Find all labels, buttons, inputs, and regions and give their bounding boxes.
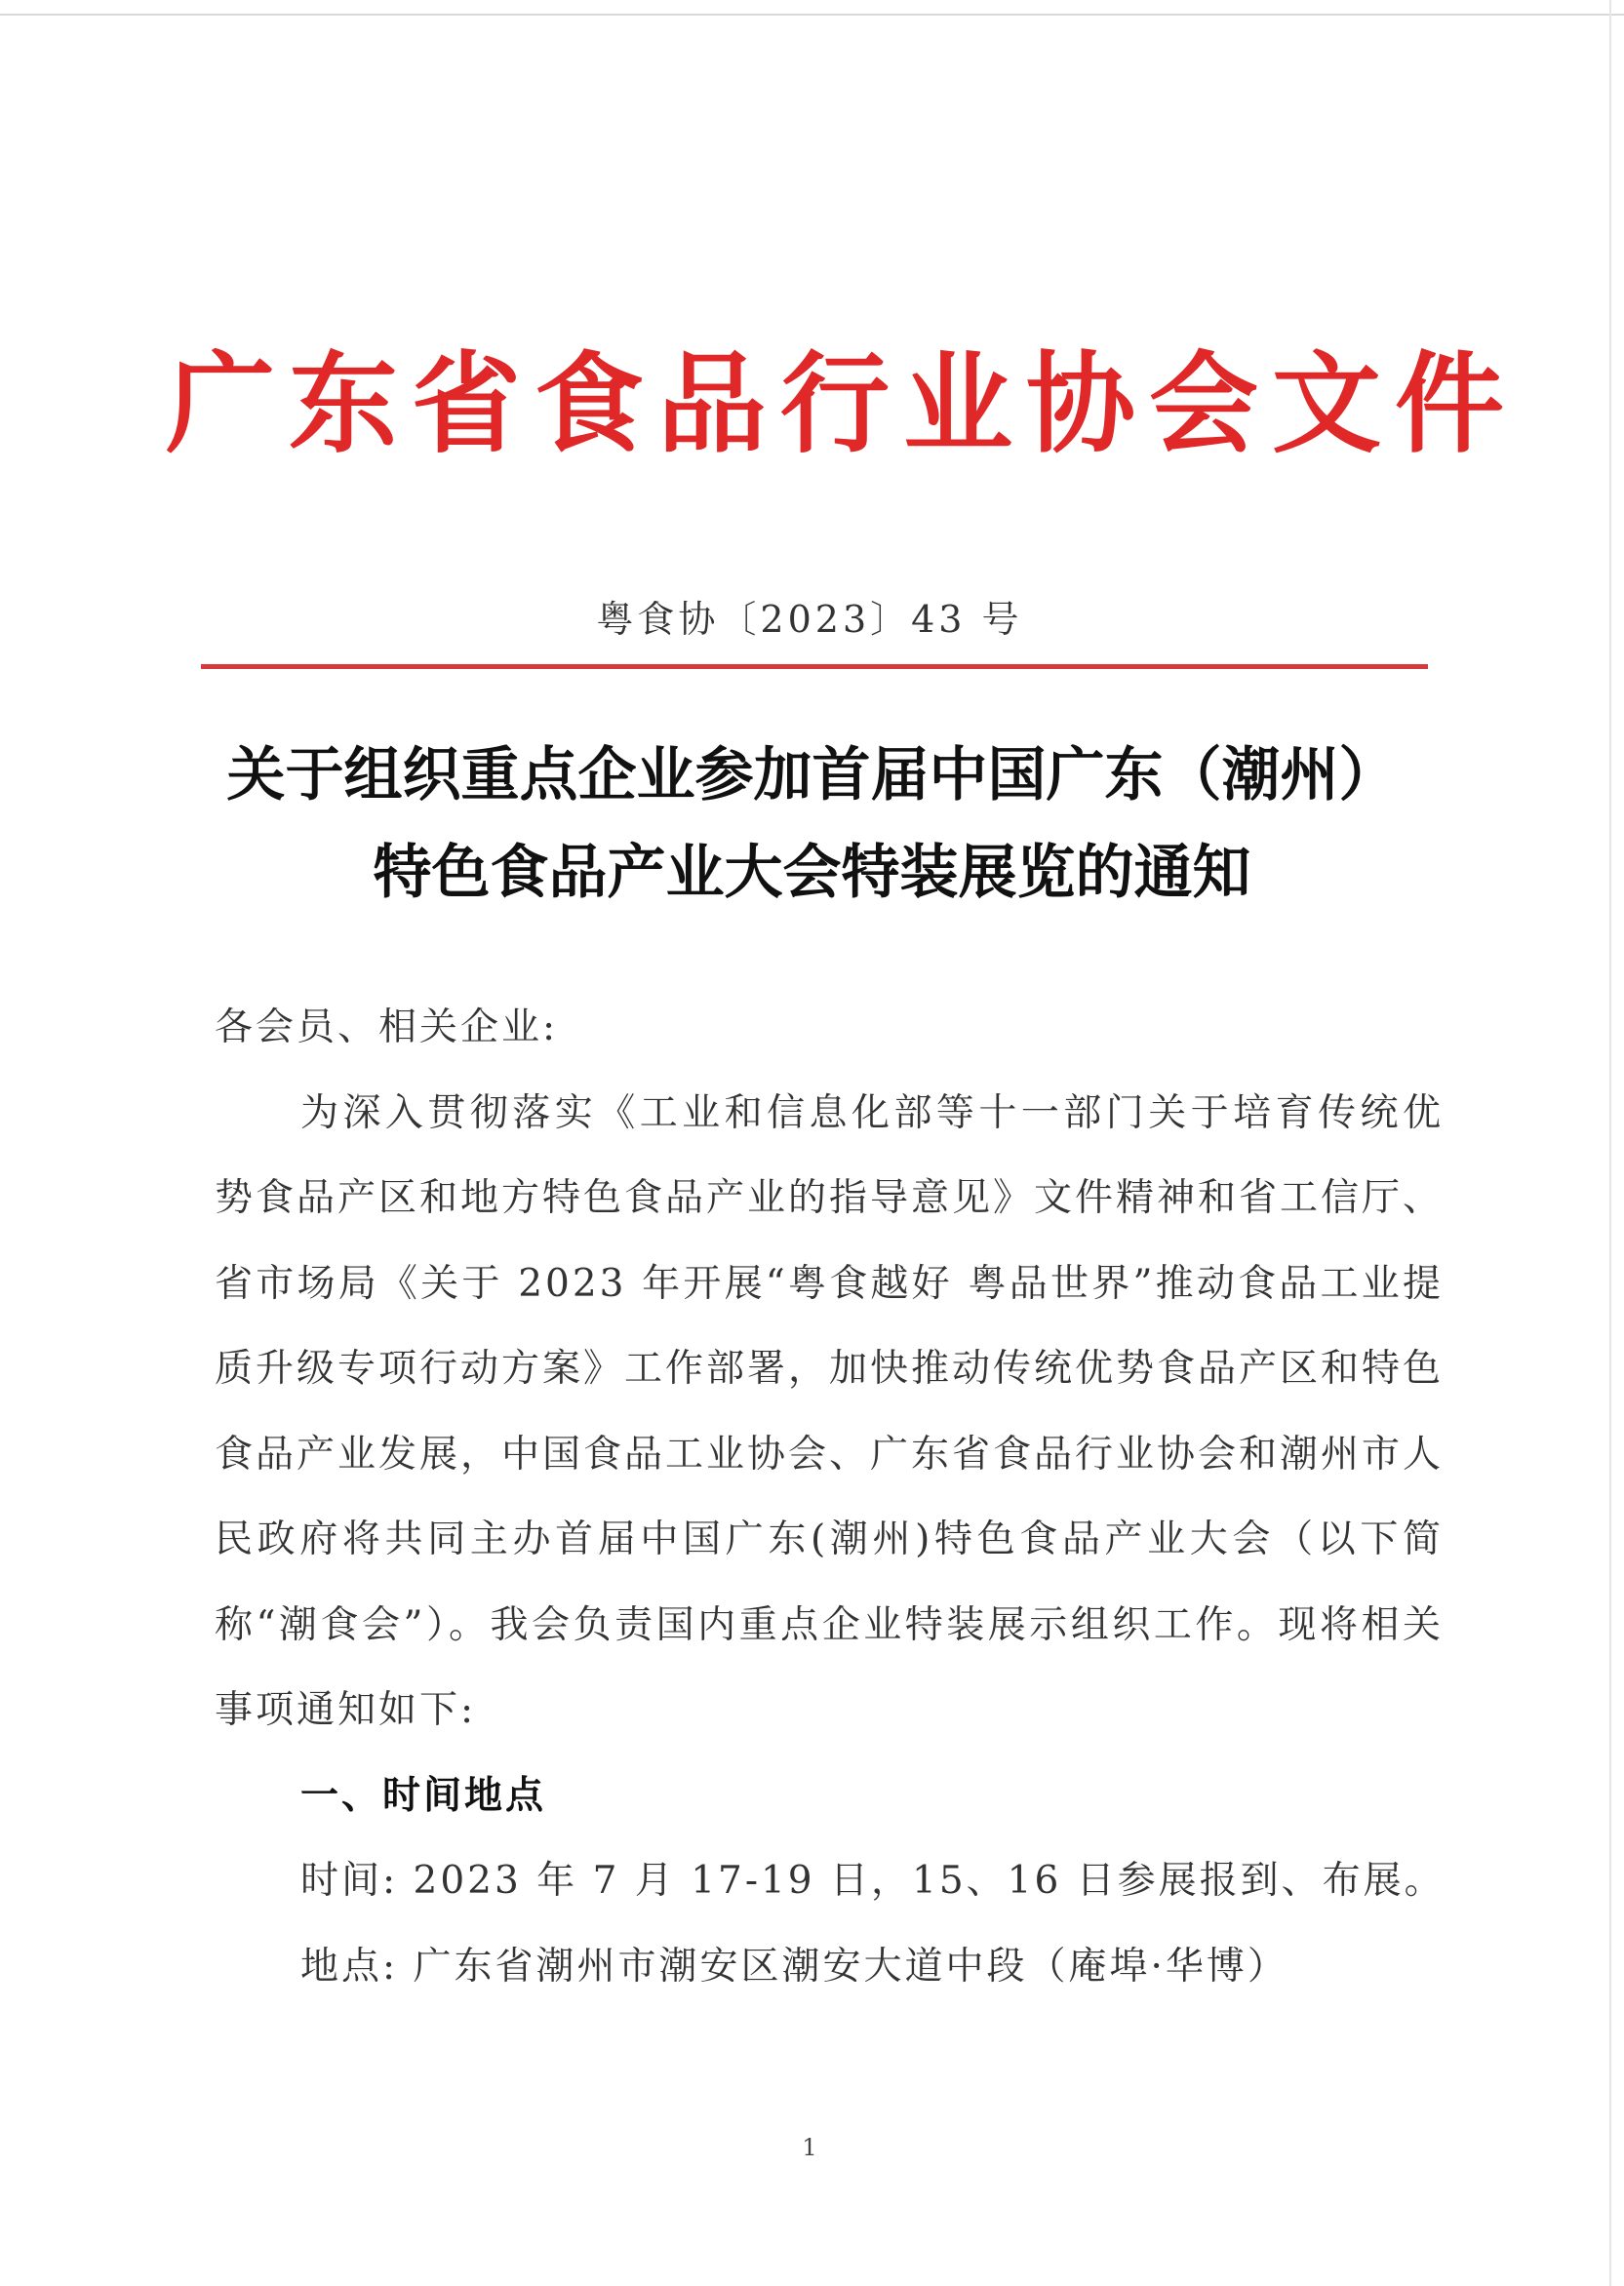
org-header-title: 广东省食品行业协会文件 [166, 341, 1518, 468]
scan-top-edge [0, 14, 1624, 16]
body-paragraph: 为深入贯彻落实《工业和信息化部等十一部门关于培育传统优势食品产区和地方特色食品产业的指导意见》文件精神和省工信厅、省市场局《关于 2023 年开展“粤食越好 粤品世界”推动食品工业提质升级专项行动方案》工作部署，加快推动传统优势食品产区和特色食品产业发展，中国食品工业协会、广东省食品行业协会和潮州市人民政府将共同主办首届中国广东(潮州)特色食品产业大会（以下简称“潮食会”）。我会负责国内重点企业特装展示组织工作。现将相关事项通知如下: [215, 1090, 1445, 1732]
document-body [215, 985, 1444, 2009]
notice-title-line-2: 特色食品产业大会特装展览的通知 [373, 839, 1251, 907]
section-heading-time-location: 一、时间地点 [300, 1773, 547, 1818]
document-number: 粤食协〔2023〕43 号 [596, 598, 1023, 641]
red-divider-rule [201, 664, 1428, 669]
notice-title [195, 727, 1429, 922]
location-line: 地点: 广东省潮州市潮安区潮安大道中段（庵埠·华博） [300, 1944, 1288, 1989]
time-line: 时间: 2023 年 7 月 17-19 日，15、16 日参展报到、布展。 [300, 1859, 1446, 1903]
notice-title-line-1: 关于组织重点企业参加首届中国广东（潮州） [226, 741, 1398, 809]
scan-right-edge [1609, 0, 1611, 2286]
salutation: 各会员、相关企业: [215, 1005, 559, 1049]
page-number: 1 [802, 2134, 817, 2161]
